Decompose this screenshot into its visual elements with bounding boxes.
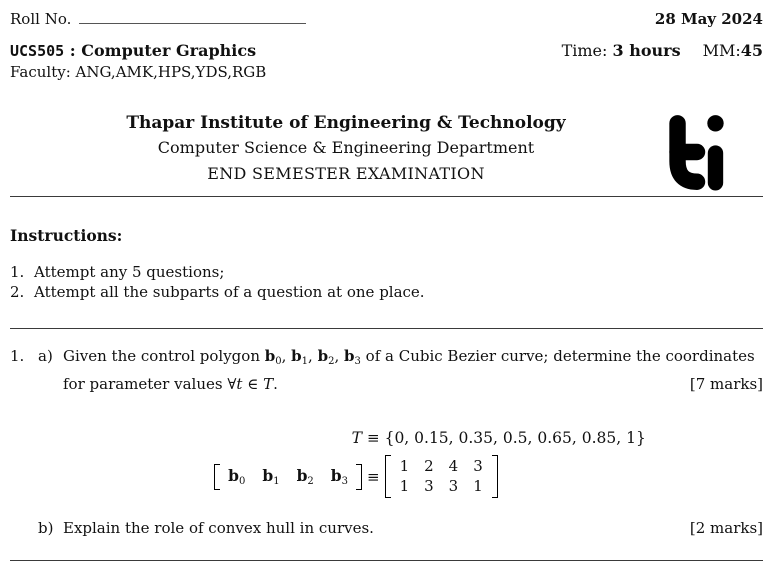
parameter-symbol: t: [236, 375, 243, 393]
matrix-cell: 1: [399, 457, 410, 475]
right-bracket: [356, 464, 362, 490]
top-row: [10, 10, 763, 28]
forall-symbol: ∀: [227, 375, 237, 393]
separator: ,: [308, 347, 318, 365]
matrix-values: [397, 455, 486, 498]
parameter-set-values: {0, 0.15, 0.35, 0.5, 0.65, 0.85, 1}: [384, 429, 646, 447]
institute-name: Thapar Institute of Engineering & Technology: [126, 113, 566, 133]
equation-block: [10, 429, 763, 498]
matrix-cell: 3: [473, 457, 483, 475]
subscript: 0: [275, 356, 282, 367]
element-of-symbol: ∈: [247, 375, 259, 393]
question-divider: [10, 560, 763, 561]
question-text: Given the control polygon: [63, 347, 265, 365]
control-point-symbol: b: [317, 347, 329, 365]
roll-no-label: Roll No.: [10, 10, 72, 28]
control-point-symbol: b: [262, 466, 274, 485]
header-divider: [10, 196, 763, 197]
control-point-symbol: b: [344, 347, 355, 365]
control-point-symbol: b: [228, 466, 239, 485]
roll-no-section: [10, 10, 306, 28]
subscript: 2: [307, 476, 314, 487]
control-point-symbol: b: [291, 347, 302, 365]
course-heading: [10, 41, 256, 60]
faculty-names: ANG,AMK,HPS,YDS,RGB: [75, 63, 267, 81]
right-bracket: [492, 455, 498, 498]
equation-lhs: [10, 429, 362, 447]
marks-badge: [2 marks]: [689, 519, 763, 537]
control-point-symbol: b: [296, 466, 308, 485]
question-text: of a Cubic Bezier curve; determine the coordinates: [360, 347, 755, 365]
question-1a-line2: [63, 373, 763, 395]
question-1b: [10, 517, 763, 539]
control-point-symbol: b: [264, 347, 276, 365]
course-code: UCS505: [10, 42, 65, 60]
exam-title: END SEMESTER EXAMINATION: [207, 164, 485, 183]
part-label: b): [38, 519, 54, 537]
equation-lhs: [10, 464, 362, 490]
instructions-heading: Instructions:: [10, 226, 123, 245]
instruction-number: 2.: [10, 283, 25, 301]
instructions-list: [10, 262, 763, 302]
separator: ,: [334, 347, 345, 365]
time-label: Time:: [561, 41, 608, 60]
instruction-item: [10, 282, 763, 302]
course-colon: :: [69, 41, 76, 60]
control-point: [262, 466, 279, 487]
instruction-number: 1.: [10, 263, 25, 281]
set-symbol: T: [351, 429, 362, 447]
time-value: 3 hours: [612, 41, 681, 60]
question-1a-body: [63, 345, 763, 395]
separator: ,: [281, 347, 292, 365]
part-label: a): [38, 347, 53, 365]
roll-no-blank-line: [79, 20, 306, 24]
control-point-vector: [214, 464, 362, 490]
instruction-item: [10, 262, 763, 282]
matrix-cell: 4: [448, 457, 459, 475]
matrix-cell: 3: [448, 477, 459, 495]
question-1b-body: [63, 517, 763, 539]
exam-date: 28 May 2024: [654, 10, 763, 28]
control-point-symbol: b: [330, 466, 342, 485]
question-1a-line1: [63, 345, 763, 373]
marks-badge: [7 marks]: [689, 375, 763, 393]
max-marks-label: MM:: [702, 41, 741, 60]
equiv-symbol: ≡: [367, 429, 380, 447]
equiv-symbol: ≡: [367, 467, 380, 486]
subscript: 2: [328, 356, 335, 367]
thapar-ti-logo-icon: [666, 112, 726, 192]
control-point: [297, 466, 314, 487]
instructions-divider: [10, 328, 763, 329]
equation-T-set: [10, 429, 763, 447]
matrix-cell: 1: [399, 477, 410, 495]
time-marks-section: [562, 41, 763, 60]
question-text: Explain the role of convex hull in curves.: [63, 519, 374, 537]
question-number: 1.: [10, 347, 25, 365]
control-point: [228, 466, 245, 487]
faculty-label: Faculty:: [10, 63, 71, 81]
set-symbol: T: [263, 375, 274, 393]
course-row: [10, 41, 763, 60]
faculty-row: [10, 63, 763, 81]
subscript: 1: [301, 356, 309, 367]
matrix-cell: 3: [424, 477, 434, 495]
left-bracket: [214, 464, 220, 490]
question-text: for parameter values: [63, 375, 228, 393]
subscript: 1: [273, 476, 280, 487]
period: .: [273, 375, 278, 393]
question-1a: [10, 345, 763, 395]
subscript: 3: [354, 356, 361, 367]
control-point-matrix: [385, 455, 498, 498]
question-text: [63, 373, 278, 395]
control-point: [331, 466, 348, 487]
course-title: Computer Graphics: [81, 41, 257, 60]
question-number-spacer: [10, 517, 38, 539]
left-bracket: [385, 455, 391, 498]
institute-header: [10, 112, 682, 187]
department-name: Computer Science & Engineering Department: [157, 138, 535, 157]
matrix-cell: 1: [473, 477, 483, 495]
instruction-text: Attempt any 5 questions;: [34, 263, 225, 281]
question-1: [10, 345, 763, 539]
equation-control-points: [10, 455, 763, 498]
subscript: 3: [341, 476, 348, 487]
subscript: 0: [238, 476, 246, 487]
matrix-cell: 2: [424, 457, 434, 475]
control-point-list: [226, 466, 350, 487]
instruction-text: Attempt all the subparts of a question at one place.: [34, 283, 425, 301]
max-marks-value: 45: [740, 41, 763, 60]
